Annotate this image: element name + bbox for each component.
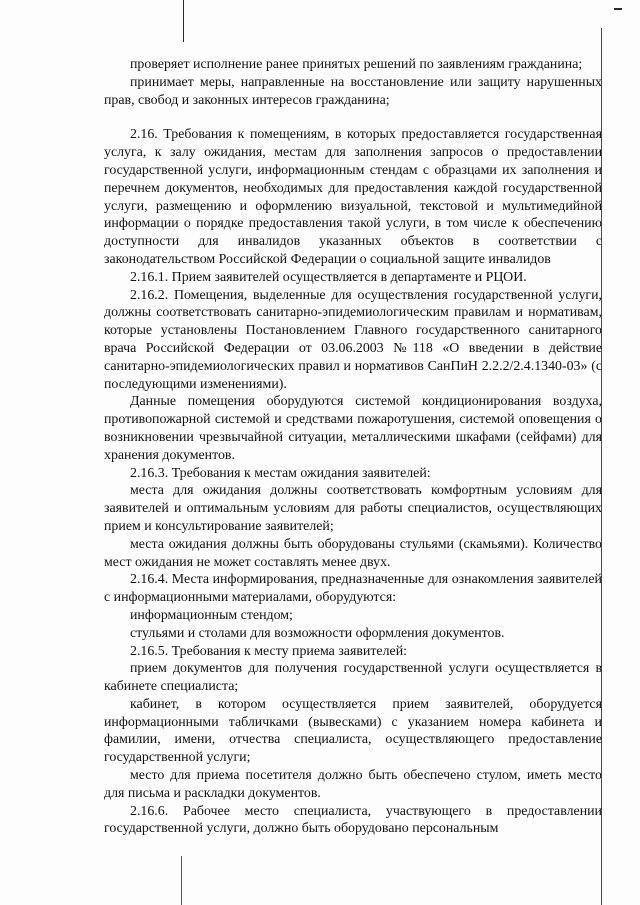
paragraph-info-stand: информационным стендом; [130,607,293,623]
paragraph-2-16: 2.16. Требования к помещениям, в которых предоставляется государственная услуга, к залу ожидания, местам для заполнения запросов о предоставлении государственной услуги, информационным стендам с образцами их заполнения и перечнем документов, необходимых для предоставления каждой государственной услуги, размещению и оформлению визуальной, текстовой и мультимедийной информации о порядке предоставления такой услуги, в том числе к обеспечению доступности для инвалидов указанных объектов в соответствии с законодательством Российской Федерации о социальной защите инвалидов [104,127,602,267]
paragraph-reception: прием документов для получения государственной услуги осуществляется в кабинете специалиста; [104,661,602,695]
paragraph-1: проверяет исполнение ранее принятых решений по заявлениям гражданина; [130,57,583,72]
paragraph-tables: стульями и столами для возможности оформления документов. [130,625,505,641]
paragraph-2-16-6: 2.16.6. Рабочее место специалиста, участвующего в предоставлении государственной услуги, должно быть оборудовано персональным [104,803,602,837]
paragraph-visitor-place: место для приема посетителя должно быть обеспечено стулом, иметь место для письма и раскладки документов. [104,768,602,801]
top-scan-mark [183,0,184,42]
paragraph-equipment: Данные помещения оборудуются системой кондиционирования воздуха, противопожарной системой и средствами пожаротушения, системой оповещения о возникновении чрезвычайной ситуации, металлическими шкафами (сейфами) для хранения документов. [104,394,602,463]
top-right-scan-mark [614,8,622,10]
paragraph-chairs: места ожидания должны быть оборудованы стульями (скамьями). Количество мест ожидания не может составлять менее двух. [104,536,602,570]
paragraph-gap [104,109,602,126]
paragraph-2: принимает меры, направленные на восстановление или защиту нарушенных прав, свобод и законных интересов гражданина; [104,74,602,108]
paragraph-2-16-1: 2.16.1. Прием заявителей осуществляется в департаменте и РЦОИ. [130,269,527,285]
paragraph-2-16-5: 2.16.5. Требования к месту приема заявителей: [130,643,407,659]
paragraph-2-16-2: 2.16.2. Помещения, выделенные для осуществления государственной услуги, должны соответствовать санитарно-эпидемиологическим правилам и нормативам, которые установлены Постановлением Главного государственного санитарного врача Российской Федерации от 03.06.2003 №118 «О введении в действие санитарно-эпидемиологических правил и нормативов СанПиН 2.2.2/2.4.1340-03» (с последующими изменениями). [104,287,602,392]
paragraph-waiting-places: места для ожидания должны соответствовать комфортным условиям для заявителей и оптимальным условиям для работы специалистов, осуществляющих прием и консультирование заявителей; [104,483,602,534]
paragraph-2-16-3: 2.16.3. Требования к местам ожидания заявителей: [130,465,431,481]
paragraph-2-16-4: 2.16.4. Места информирования, предназначенные для ознакомления заявителей с информационными материалами, оборудуются: [104,572,602,606]
document-body [104,56,602,838]
paragraph-cabinet: кабинет, в котором осуществляется прием заявителей, оборудуется информационными табличками (вывесками) с указанием номера кабинета и фамилии, имени, отчества специалиста, осуществляющего предоставление государственной услуги; [104,696,602,766]
bottom-scan-mark [181,856,182,905]
